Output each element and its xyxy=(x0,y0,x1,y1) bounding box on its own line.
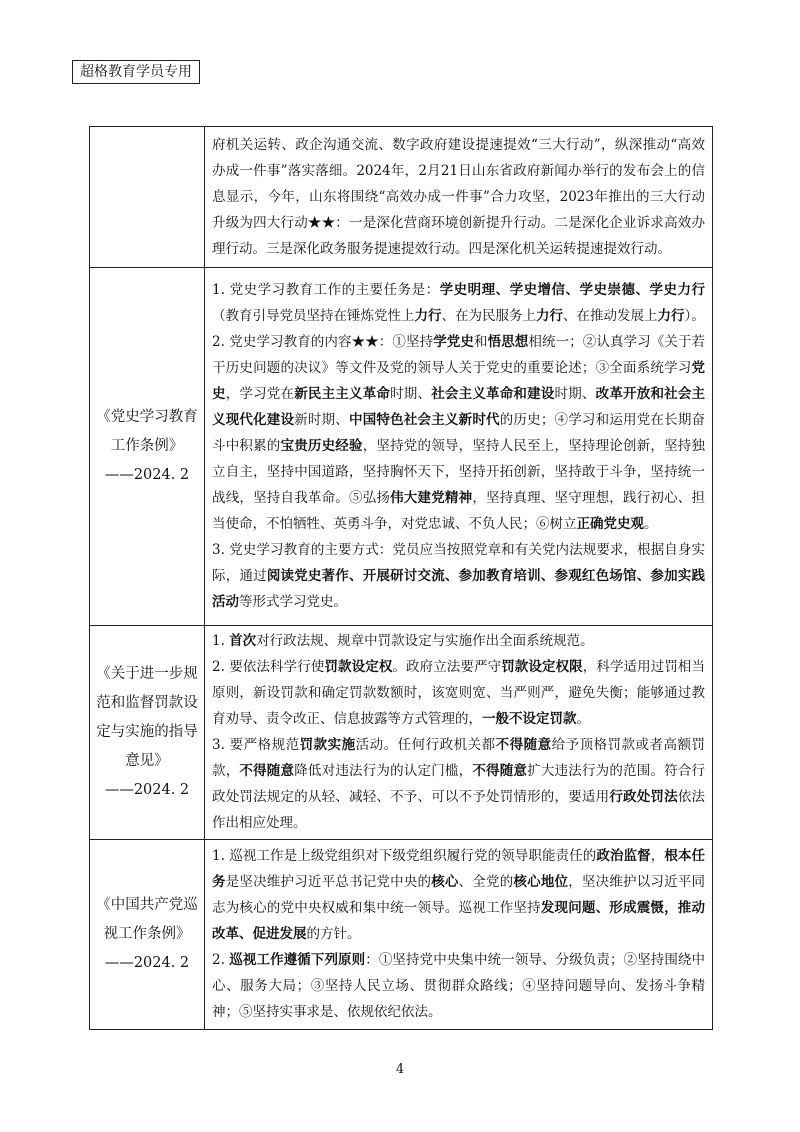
row-title-line: 工作条例》 xyxy=(110,438,184,454)
body-text: ，坚持真理、坚守理想，践行初心、担当使命，不怕牺牲、英勇斗争，对党忠诚、不负人民；⑥树立 xyxy=(212,490,706,532)
row-title-line: ——2024. 2 xyxy=(104,782,190,798)
row-title-line: 范和监督罚款设 xyxy=(96,695,198,711)
bold-text: 核心 xyxy=(431,874,459,890)
row-title-line: 《中国共产党巡 xyxy=(96,897,198,913)
body-text: 。 xyxy=(644,516,658,532)
body-text: 、在推动发展上 xyxy=(563,308,658,324)
bold-text: 力行 xyxy=(657,308,685,324)
row-content-cell xyxy=(205,268,713,626)
body-text: 时期、 xyxy=(390,386,432,402)
body-text: 扩大违法行为的范围。符合行政处罚法规定的从轻、减轻、不予、可以不予处罚情形的，要适用 xyxy=(212,763,706,805)
page-number: 4 xyxy=(395,1062,405,1077)
body-text: 2. xyxy=(212,952,230,968)
body-text: ，坚决维护以习近平同志为核心的党中央权威和集中统一领导。巡视工作坚持 xyxy=(212,874,706,916)
body-text: ，科学适用过罚相当原则，新设罚款和确定罚款数额时，该宽则宽、当严则严，避免失衡；能够通过教育劝导、责令改正、信息披露等方式管理的， xyxy=(212,659,706,727)
body-text: 、在为民服务上 xyxy=(441,308,536,324)
row-content-cell xyxy=(205,127,713,268)
bold-text: 不得随意 xyxy=(239,763,295,779)
table-row xyxy=(90,840,713,1030)
body-text: （教育引导党员坚持在锤炼党性上 xyxy=(212,308,415,324)
content-paragraph xyxy=(212,843,705,947)
bold-text: 巡视工作遵循下列原则 xyxy=(229,952,366,968)
row-title-cell xyxy=(90,268,205,626)
bold-text: 新民主主义革命 xyxy=(294,386,391,402)
body-text: 的历史；④学习和运用党在长期奋斗中积累的 xyxy=(212,412,706,454)
bold-text: 改革开放和社会主义现代化建设 xyxy=(212,386,706,428)
body-text: 依法作出相应处理。 xyxy=(212,789,706,831)
body-text: 给予顶格罚款或者高额罚款， xyxy=(212,737,706,779)
bold-text: 正确党史观 xyxy=(576,516,644,532)
bold-text: 社会主义革命和建设 xyxy=(431,386,555,402)
bold-text: 罚款设定权 xyxy=(324,659,393,675)
bold-text: 罚款实施 xyxy=(299,737,356,753)
bold-text: 罚款设定权限 xyxy=(501,659,583,675)
body-text: 2. 党史学习教育的内容★★：①坚持 xyxy=(212,334,434,350)
table-row xyxy=(90,127,713,268)
bold-text: 悟思想 xyxy=(487,334,529,350)
bold-text: 不得随意 xyxy=(495,737,552,753)
row-title-line: 《关于进一步规 xyxy=(96,666,198,682)
bold-text: 一般不设定罚款 xyxy=(482,711,577,727)
body-text: 新时期、 xyxy=(294,412,350,428)
body-text: 1. 党史学习教育工作的主要任务是： xyxy=(212,282,440,298)
content-paragraph xyxy=(212,947,705,1025)
row-content-cell xyxy=(205,626,713,840)
bold-text: 中国特色社会主义新时代 xyxy=(349,412,500,428)
body-text: 。 xyxy=(576,711,590,727)
row-title-cell xyxy=(90,127,205,268)
bold-text: 力行 xyxy=(536,308,563,324)
body-text: 活动。任何行政机关都 xyxy=(355,737,496,753)
body-text: 1. xyxy=(212,633,230,649)
bold-text: 行政处罚法 xyxy=(609,789,678,805)
content-paragraph xyxy=(212,329,705,537)
content-paragraph xyxy=(212,654,705,732)
table-row xyxy=(90,626,713,840)
bold-text: 首次 xyxy=(229,633,257,649)
body-text: 1. 巡视工作是上级党组织对下级党组织履行党的领导职能责任的 xyxy=(212,848,597,864)
body-text: 2. 要依法科学行使 xyxy=(212,659,325,675)
body-text: 降低对违法行为的认定门槛， xyxy=(294,763,473,779)
body-text: 相统一；②认真学习《关于若干历史问题的决议》等文件及党的领导人关于党史的重要论述；③全面系统学习 xyxy=(212,334,706,376)
body-text: 。政府立法要严守 xyxy=(392,659,502,675)
row-title-line: 定与实施的指导 xyxy=(96,724,198,740)
content-paragraph xyxy=(212,732,705,836)
bold-text: 学党史 xyxy=(433,334,474,350)
body-text: ：①坚持党中央集中统一领导、分级负责；②坚持围绕中心、服务大局；③坚持人民立场、贯彻群众路线；④坚持问题导向、发扬斗争精神；⑤坚持实事求是、依规依纪依法。 xyxy=(212,952,706,1020)
row-title-cell xyxy=(90,626,205,840)
bold-text: 核心地位 xyxy=(513,874,569,890)
body-text: 3. 要严格规范 xyxy=(212,737,300,753)
bold-text: 伟大建党精神 xyxy=(390,490,473,506)
content-paragraph xyxy=(212,628,705,654)
body-text: 对行政法规、规章中罚款设定与实施作出全面系统规范。 xyxy=(256,633,594,649)
body-text: 3. 党史学习教育的主要方式：党员应当按照党章和有关党内法规要求，根据自身实际，通过 xyxy=(212,542,705,584)
bold-text: 力行 xyxy=(414,308,442,324)
bold-text: 学史明理、学史增信、学史崇德、学史力行 xyxy=(439,282,706,298)
body-text: 和 xyxy=(474,334,488,350)
body-text: 的方针。 xyxy=(306,926,361,942)
policy-table xyxy=(89,126,713,1030)
body-text: ， xyxy=(650,848,665,864)
body-text: ）。 xyxy=(684,308,705,324)
content-paragraph xyxy=(212,277,705,329)
row-content-cell xyxy=(205,840,713,1030)
content-paragraph xyxy=(212,132,705,262)
bold-text: 政治监督 xyxy=(596,848,651,864)
body-text: ，学习党在 xyxy=(225,386,295,402)
bold-text: 党史 xyxy=(212,360,705,402)
row-title-line: ——2024. 2 xyxy=(104,955,190,971)
content-paragraph xyxy=(212,537,705,615)
header-label: 超格教育学员专用 xyxy=(72,60,200,84)
body-text: ，坚持党的领导，坚持人民至上，坚持理论创新，坚持独立自主，坚持中国道路，坚持胸怀天下，坚持开拓创新，坚持敢于斗争，坚持统一战线，坚持自我革命。⑤弘扬 xyxy=(212,438,706,506)
table-row xyxy=(90,268,713,626)
bold-text: 根本任务 xyxy=(212,848,706,890)
body-text: 等形式学习党史。 xyxy=(239,594,347,610)
bold-text: 发现问题、形成震慑，推动改革、促进发展 xyxy=(212,900,706,942)
bold-text: 不得随意 xyxy=(472,763,528,779)
body-text: 时期、 xyxy=(554,386,596,402)
row-title-line: 意见》 xyxy=(125,753,169,769)
body-text: 、全党的 xyxy=(458,874,514,890)
body-text: 是坚决维护习近平总书记党中央的 xyxy=(225,874,432,890)
row-title-line: 《党史学习教育 xyxy=(96,409,198,425)
row-title-line: 视工作条例》 xyxy=(103,926,191,942)
row-title-cell xyxy=(90,840,205,1030)
bold-text: 阅读党史著作、开展研讨交流、参加教育培训、参观红色场馆、参加实践活动 xyxy=(212,568,706,610)
row-title-line: ——2024. 2 xyxy=(104,467,190,483)
bold-text: 宝贵历史经验 xyxy=(280,438,363,454)
body-text: 府机关运转、政企沟通交流、数字政府建设提速提效“三大行动”，纵深推动“高效办成一件事”落实落细。2024年，2月21日山东省政府新闻办举行的发布会上的信息显示，今年，山东将围绕“高效办成一件事”合力攻坚，2023年推出的三大行动升级为四大行动★★：一是深化营商环境创新提升行动。二是深化企业诉求高效办理行动。三是深化政务服务提速提效行动。四是深化机关运转提速提效行动。 xyxy=(212,136,705,257)
